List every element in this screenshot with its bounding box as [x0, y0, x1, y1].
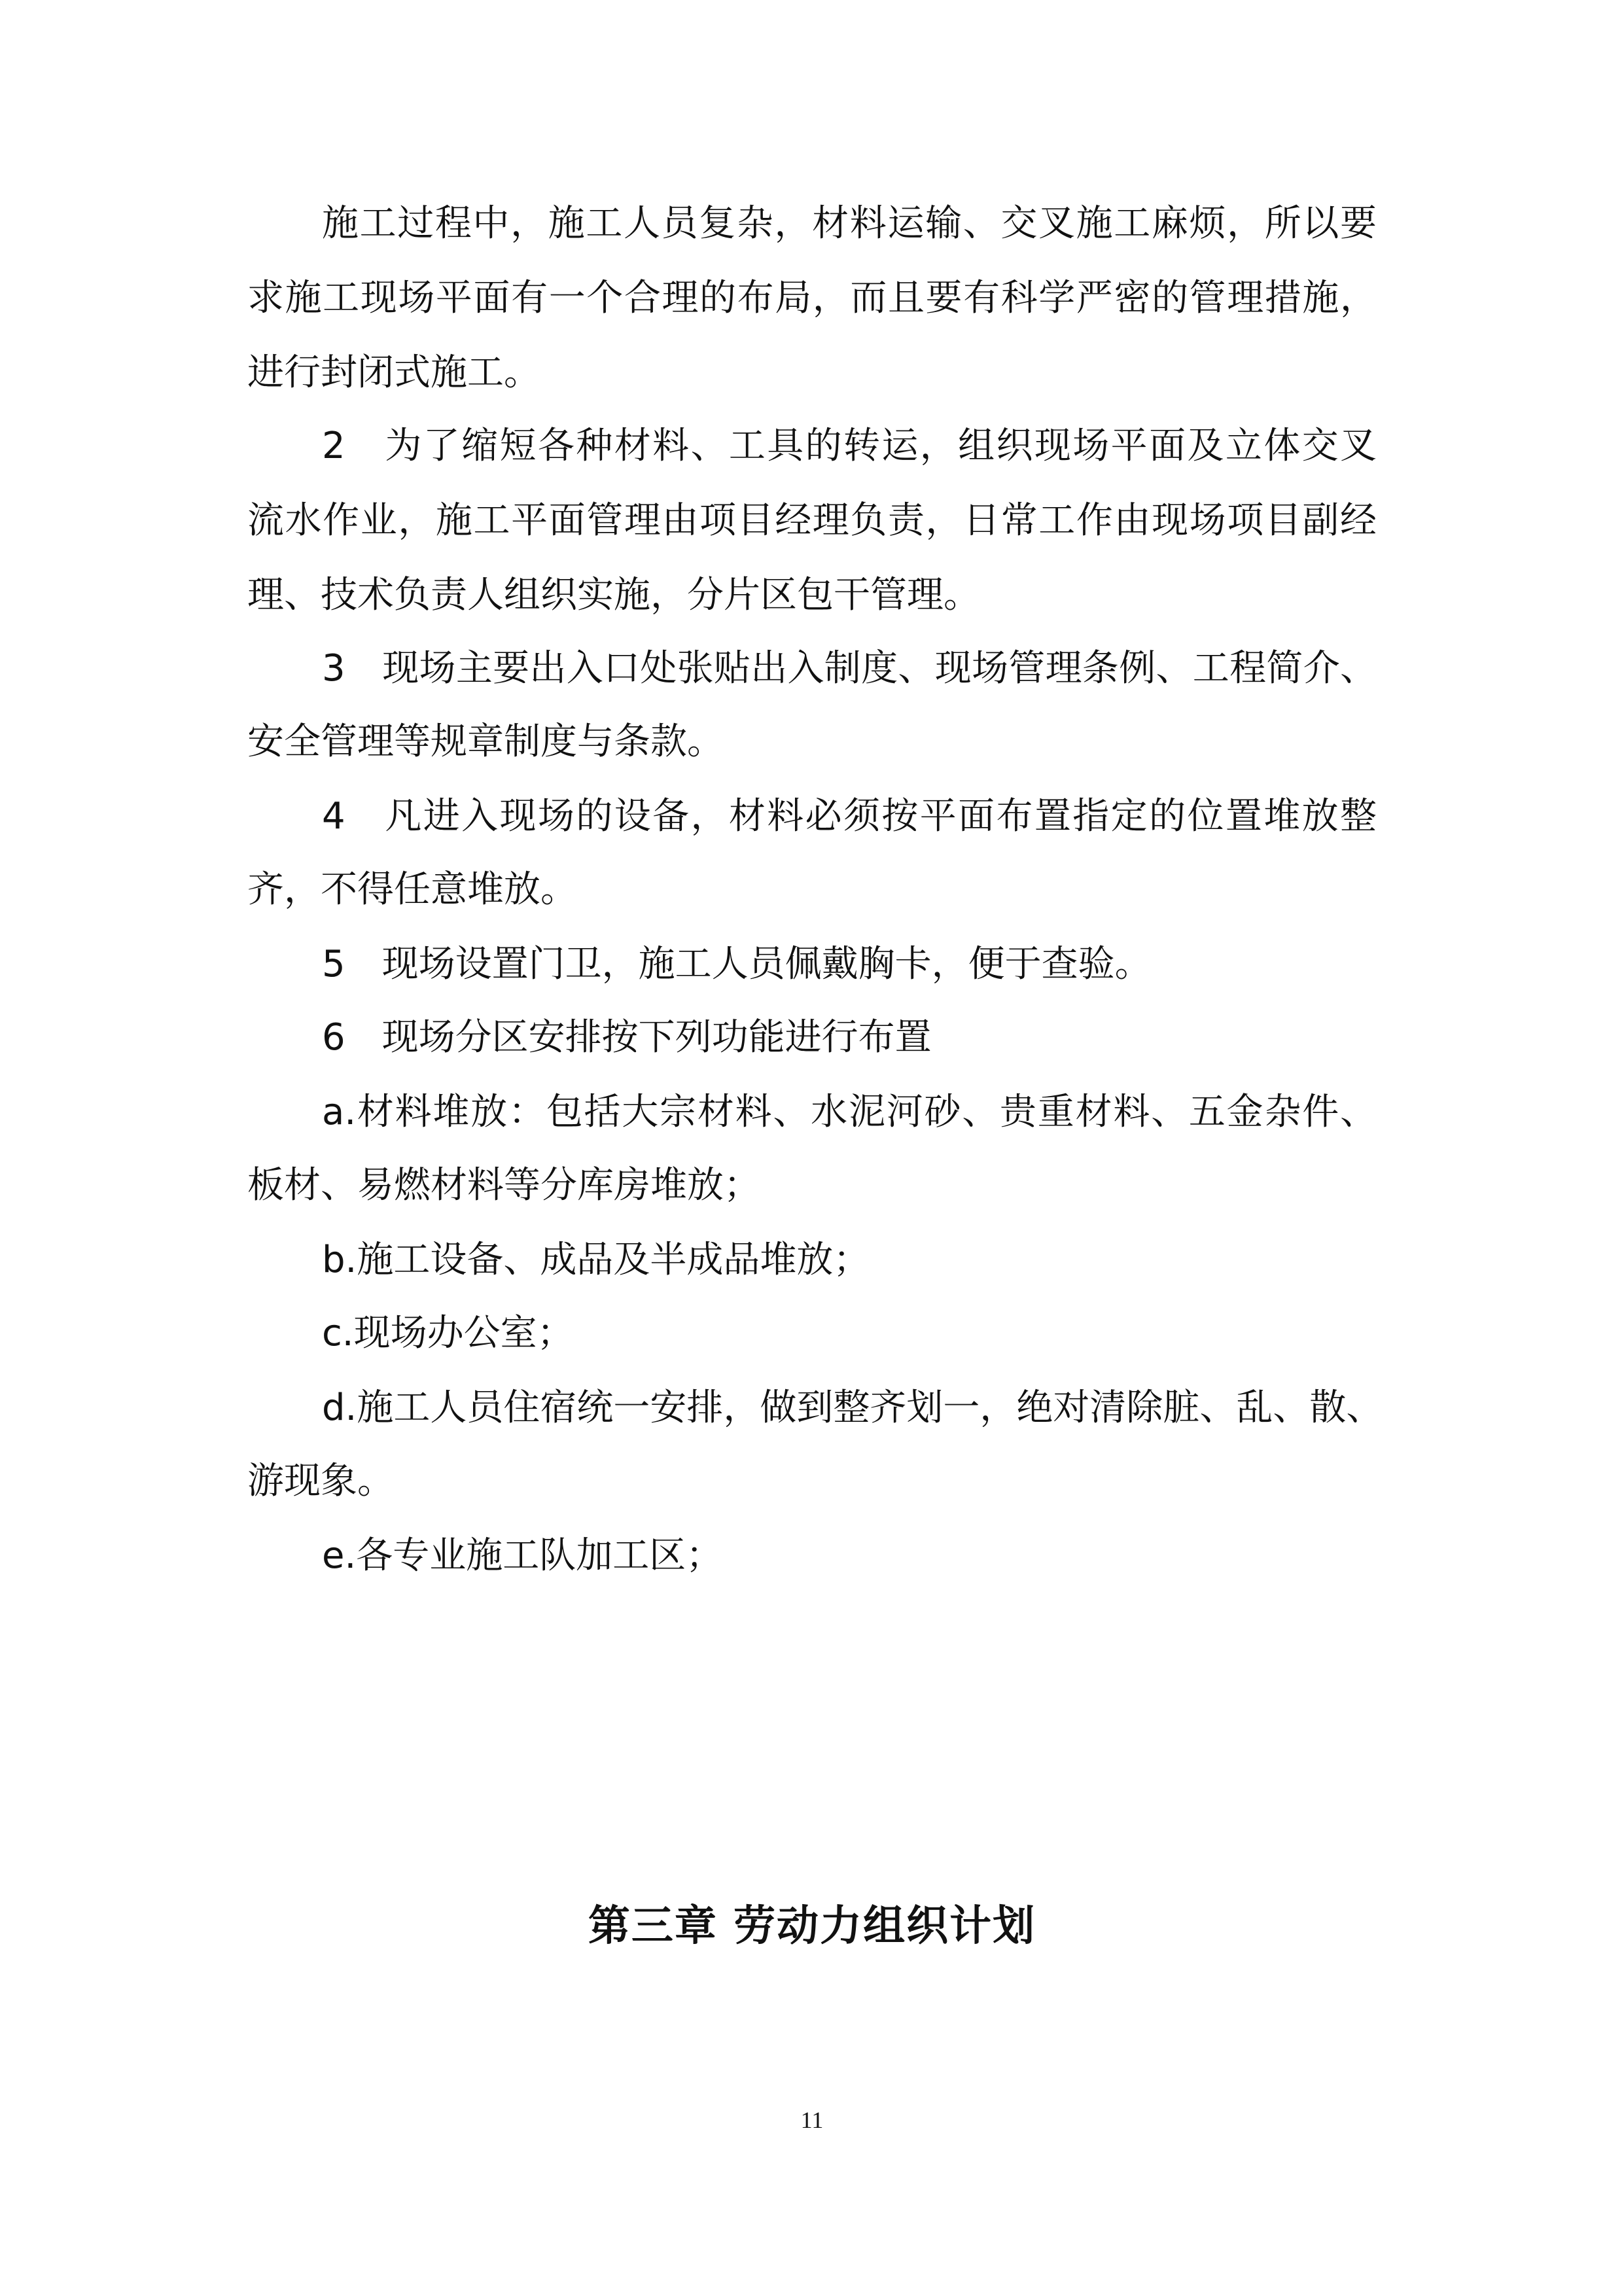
paragraph-1-line-2: 求施工现场平面有一个合理的布局，而且要有科学严密的管理措施， [247, 277, 1377, 319]
paragraph-6-line-1: 6 现场分区安排按下列功能进行布置 [322, 1016, 932, 1059]
paragraph-3-line-1: 3 现场主要出入口处张贴出入制度、现场管理条例、工程简介、 [322, 647, 1377, 690]
item-d-line-2: 游现象。 [247, 1460, 394, 1502]
chapter-title: 第三章 劳动力组织计划 [588, 1902, 1036, 1951]
item-a-line-2: 板材、易燃材料等分库房堆放； [247, 1164, 760, 1207]
item-d-line-1: d.施工人员住宿统一安排，做到整齐划一，绝对清除脏、乱、散、 [322, 1386, 1383, 1429]
paragraph-2-line-3: 理、技术负责人组织实施，分片区包干管理。 [247, 574, 980, 616]
page-number: 11 [800, 2107, 824, 2133]
paragraph-3-line-2: 安全管理等规章制度与条款。 [247, 720, 724, 763]
paragraph-4-line-1: 4 凡进入现场的设备，材料必须按平面布置指定的位置堆放整 [322, 795, 1377, 838]
paragraph-4-line-2: 齐，不得任意堆放。 [247, 868, 577, 911]
paragraph-2-line-1: 2 为了缩短各种材料、工具的转运，组织现场平面及立体交叉 [322, 425, 1377, 467]
paragraph-2-line-2: 流水作业，施工平面管理由项目经理负责，日常工作由现场项目副经 [247, 499, 1377, 542]
item-c-line-1: c.现场办公室； [322, 1312, 574, 1354]
item-a-line-1: a.材料堆放：包括大宗材料、水泥河砂、贵重材料、五金杂件、 [322, 1091, 1377, 1133]
paragraph-5-line-1: 5 现场设置门卫，施工人员佩戴胸卡，便于查验。 [322, 943, 1152, 985]
paragraph-1-line-3: 进行封闭式施工。 [247, 351, 540, 394]
item-b-line-1: b.施工设备、成品及半成品堆放； [322, 1239, 870, 1281]
paragraph-1-line-1: 施工过程中，施工人员复杂，材料运输、交叉施工麻烦，所以要 [322, 202, 1377, 245]
item-e-line-1: e.各专业施工队加工区； [322, 1534, 723, 1577]
